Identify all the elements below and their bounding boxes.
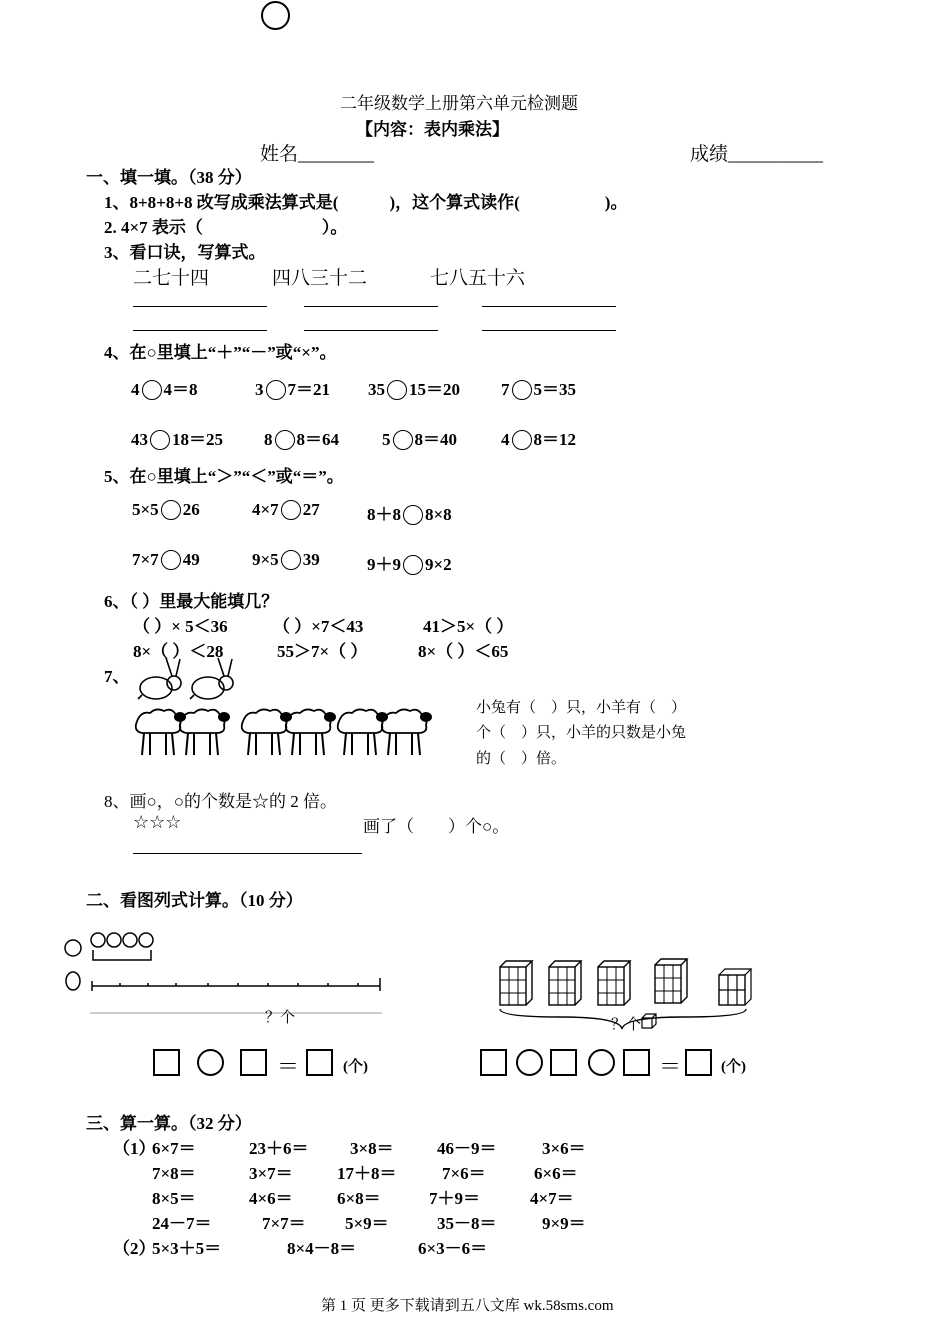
answer-box[interactable] bbox=[153, 1049, 180, 1076]
calc-item: 6×8＝ bbox=[337, 1189, 381, 1208]
expr: 43 18＝25 bbox=[131, 430, 223, 449]
calc-item: 3×6＝ bbox=[542, 1139, 586, 1158]
binding-circle bbox=[261, 1, 290, 30]
penguin-icon bbox=[66, 972, 80, 990]
answer-line[interactable] bbox=[133, 330, 267, 331]
calc-item: 3×7＝ bbox=[249, 1164, 293, 1183]
expr: 7×7 49 bbox=[132, 550, 200, 569]
calc-item: 46－9＝ bbox=[437, 1139, 497, 1158]
answer-circle[interactable] bbox=[588, 1049, 615, 1076]
q3-item: 七八五十六 bbox=[430, 268, 526, 289]
rabbits-sheep-illustration bbox=[130, 655, 440, 763]
answer-circle[interactable] bbox=[512, 430, 532, 450]
expr: 8＋8 8×8 bbox=[367, 505, 452, 524]
page-footer: 第 1 页 更多下载请到五八文库 wk.58sms.com bbox=[321, 1298, 614, 1314]
answer-circle[interactable] bbox=[387, 380, 407, 400]
strawberry-icon bbox=[91, 933, 105, 947]
answer-circle[interactable] bbox=[161, 500, 181, 520]
answer-box[interactable] bbox=[550, 1049, 577, 1076]
calc-item: 35－8＝ bbox=[437, 1214, 497, 1233]
q7-label: 7、 bbox=[104, 667, 130, 686]
score-field[interactable]: 成绩__________ bbox=[690, 144, 824, 165]
calc-item: 7×6＝ bbox=[442, 1164, 486, 1183]
section1-heading: 一、填一填。（38 分） bbox=[86, 168, 252, 187]
answer-circle[interactable] bbox=[197, 1049, 224, 1076]
part2-label: （2） bbox=[113, 1239, 156, 1258]
answer-line[interactable] bbox=[482, 306, 616, 307]
expr: 35 15＝20 bbox=[368, 380, 460, 399]
expr: 3 7＝21 bbox=[255, 380, 330, 399]
answer-line[interactable] bbox=[304, 330, 438, 331]
answer-circle[interactable] bbox=[403, 555, 423, 575]
answer-circle[interactable] bbox=[281, 550, 301, 570]
answer-circle[interactable] bbox=[161, 550, 181, 570]
left-caption: ？个 bbox=[265, 1010, 296, 1026]
q3-item: 二七十四 bbox=[133, 268, 210, 289]
equals-sign: ＝ bbox=[659, 1054, 682, 1079]
calc-item: 7×8＝ bbox=[152, 1164, 196, 1183]
answer-box[interactable] bbox=[306, 1049, 333, 1076]
calc-item: 9×9＝ bbox=[542, 1214, 586, 1233]
cube-icon bbox=[640, 1012, 658, 1030]
expr: 5×5 26 bbox=[132, 500, 200, 519]
answer-circle[interactable] bbox=[266, 380, 286, 400]
q7-text: 小兔有（ ）只，小羊有（ ） bbox=[476, 700, 687, 716]
answer-line[interactable] bbox=[133, 306, 267, 307]
calc-item: 8×5＝ bbox=[152, 1189, 196, 1208]
section2-heading: 二、看图列式计算。（10 分） bbox=[86, 891, 303, 910]
right-caption: ？个 bbox=[611, 1017, 642, 1033]
answer-line[interactable] bbox=[133, 853, 362, 854]
expr: 4×7 27 bbox=[252, 500, 320, 519]
rabbit-icon bbox=[138, 658, 181, 699]
q2-text: 2. 4×7 表示（ ）。 bbox=[104, 218, 348, 237]
section3-heading: 三、算一算。（32 分） bbox=[86, 1114, 252, 1133]
rabbit-icon bbox=[190, 658, 233, 699]
answer-circle[interactable] bbox=[403, 505, 423, 525]
page-title: 二年级数学上册第六单元检测题 bbox=[340, 94, 578, 113]
q3-label: 3、看口诀，写算式。 bbox=[104, 243, 266, 262]
unit-label: (个) bbox=[343, 1059, 368, 1075]
expr: 8 8＝64 bbox=[264, 430, 339, 449]
part1-label: （1） bbox=[113, 1139, 156, 1158]
calc-item: 5×3＋5＝ bbox=[152, 1239, 222, 1258]
q6-item: 8×（ ）＜65 bbox=[418, 642, 509, 661]
q8-stars: ☆☆☆ bbox=[133, 812, 182, 832]
sheep-icon bbox=[136, 709, 186, 755]
expr: 4 4＝8 bbox=[131, 380, 198, 399]
expr: 9＋9 9×2 bbox=[367, 555, 452, 574]
expr: 5 8＝40 bbox=[382, 430, 457, 449]
calc-item: 7＋9＝ bbox=[429, 1189, 480, 1208]
q6-item: 41＞5×（ ） bbox=[423, 617, 514, 636]
strawberry-icon bbox=[123, 933, 137, 947]
q8-answer: 画了（ ）个○。 bbox=[363, 817, 510, 836]
page-subtitle: 【内容：表内乘法】 bbox=[356, 120, 509, 139]
q6-label: 6、（ ）里最大能填几？ bbox=[104, 592, 279, 611]
answer-circle[interactable] bbox=[393, 430, 413, 450]
expr: 7 5＝35 bbox=[501, 380, 576, 399]
answer-line[interactable] bbox=[304, 306, 438, 307]
strawberry-penguin-diagram bbox=[62, 928, 387, 1024]
calc-item: 24－7＝ bbox=[152, 1214, 212, 1233]
calc-item: 3×8＝ bbox=[350, 1139, 394, 1158]
answer-circle[interactable] bbox=[512, 380, 532, 400]
calc-item: 17＋8＝ bbox=[337, 1164, 397, 1183]
calc-item: 6×6＝ bbox=[534, 1164, 578, 1183]
unit-label: (个) bbox=[721, 1059, 746, 1075]
q6-item: （ ）×7＜43 bbox=[273, 617, 364, 636]
q6-item: （ ）× 5＜36 bbox=[133, 617, 228, 636]
strawberry-icon bbox=[107, 933, 121, 947]
answer-box[interactable] bbox=[623, 1049, 650, 1076]
answer-circle[interactable] bbox=[142, 380, 162, 400]
q7-text: 个（ ）只，小羊的只数是小兔 bbox=[476, 725, 687, 741]
q8-label: 8、画○，○的个数是☆的 2 倍。 bbox=[104, 792, 338, 811]
equals-sign: ＝ bbox=[277, 1054, 300, 1079]
calc-item: 4×6＝ bbox=[249, 1189, 293, 1208]
q1-text: 1、8+8+8+8 改写成乘法算式是( )，这个算式读作( )。 bbox=[104, 193, 628, 212]
expr: 9×5 39 bbox=[252, 550, 320, 569]
calc-item: 6×7＝ bbox=[152, 1139, 196, 1158]
q4-label: 4、在○里填上“＋”“－”或“×”。 bbox=[104, 343, 337, 362]
calc-item: 4×7＝ bbox=[530, 1189, 574, 1208]
strawberry-icon bbox=[139, 933, 153, 947]
answer-circle[interactable] bbox=[516, 1049, 543, 1076]
q6-item: 8×（ ）＜28 bbox=[133, 642, 224, 661]
calc-item: 6×3－6＝ bbox=[418, 1239, 488, 1258]
expr: 4 8＝12 bbox=[501, 430, 576, 449]
calc-item: 23＋6＝ bbox=[249, 1139, 309, 1158]
calc-item: 8×4－8＝ bbox=[287, 1239, 357, 1258]
calc-item: 7×7＝ bbox=[262, 1214, 306, 1233]
answer-circle[interactable] bbox=[281, 500, 301, 520]
answer-circle[interactable] bbox=[150, 430, 170, 450]
name-field[interactable]: 姓名________ bbox=[260, 144, 375, 165]
strawberry-icon bbox=[65, 940, 81, 956]
calc-item: 5×9＝ bbox=[345, 1214, 389, 1233]
q3-item: 四八三十二 bbox=[272, 268, 368, 289]
q6-item: 55＞7×（ ） bbox=[277, 642, 368, 661]
answer-box[interactable] bbox=[685, 1049, 712, 1076]
q5-label: 5、在○里填上“＞”“＜”或“＝”。 bbox=[104, 467, 344, 486]
answer-circle[interactable] bbox=[275, 430, 295, 450]
q7-text: 的（ ）倍。 bbox=[476, 751, 567, 767]
answer-box[interactable] bbox=[240, 1049, 267, 1076]
answer-line[interactable] bbox=[482, 330, 616, 331]
answer-box[interactable] bbox=[480, 1049, 507, 1076]
